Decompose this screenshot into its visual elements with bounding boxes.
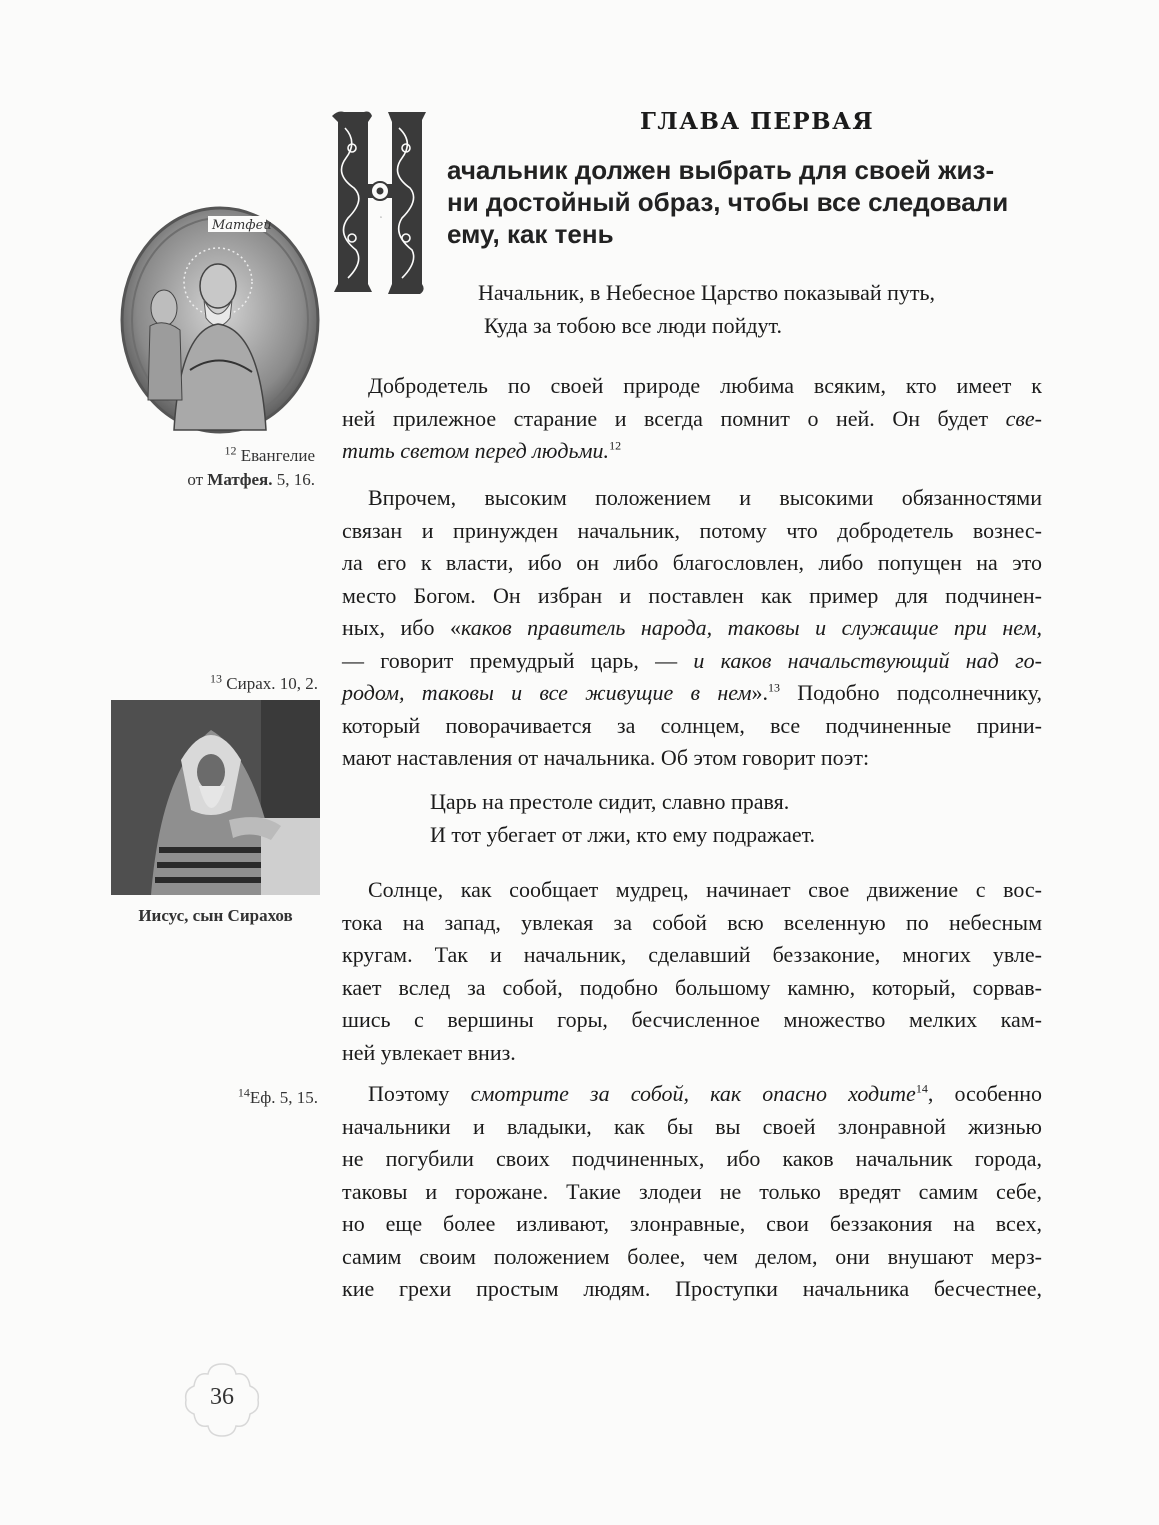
footnote-number: 14 xyxy=(237,1085,250,1100)
subtitle-line: ни достойный образ, чтобы все следовали xyxy=(447,187,1009,217)
text-line: ней прилежное старание и всегда помнит о ней. Он будет xyxy=(342,405,1006,431)
footnote-text: Еф. 5, 15. xyxy=(249,1088,318,1107)
text-line: Добродетель по своей природе любима всяким, кто имеет к xyxy=(368,373,1042,398)
text-line: тока на запад, увлекая за собой всю вселенную по небесным xyxy=(342,909,1042,935)
text-line: самим своим положением более, чем делом, они внушают мерз- xyxy=(342,1243,1042,1269)
text-line: кие грехи простым людям. Проступки начальника бесчестнее, xyxy=(342,1276,1042,1301)
italic-quote: смотрите за собой, как опасно ходите xyxy=(470,1081,916,1106)
footnote-text: 5, 16. xyxy=(272,470,315,489)
italic-quote: родом, таковы и все живущие в нем xyxy=(342,680,752,705)
saint-matthew-medallion xyxy=(120,200,320,438)
paragraph-4 xyxy=(342,1078,1042,1306)
footnote-text: Сирах. 10, 2. xyxy=(226,674,318,693)
text-line: кает вслед за собой, подобно большому камню, который, сорвав- xyxy=(342,974,1042,1000)
paragraph-1 xyxy=(342,370,1042,468)
dropcap-letter: Н xyxy=(380,217,382,219)
paragraph-2 xyxy=(342,482,1042,775)
text-line: ней увлекает вниз. xyxy=(342,1039,516,1065)
page-number: 36 xyxy=(210,1384,234,1410)
italic-quote: каков правитель народа, таковы и служащие при нем, xyxy=(460,615,1042,640)
text-line: ». xyxy=(751,680,768,705)
footnote-number: 13 xyxy=(210,671,223,686)
text-line: Подобно подсолнечнику, xyxy=(780,680,1042,705)
text-line: начальники и владыки, как бы вы своей злонравной жизнью xyxy=(342,1113,1042,1139)
footnote-ref: 13 xyxy=(768,680,780,695)
italic-quote: и каков начальствующий над го- xyxy=(693,647,1042,673)
text-line: мают наставления от начальника. Об этом говорит поэт: xyxy=(342,745,870,770)
footnote-12 xyxy=(150,444,315,492)
text-line: связан и принужден начальник, потому что добродетель вознес- xyxy=(342,517,1042,543)
poet-verse xyxy=(430,785,815,851)
text-line: место Богом. Он избран и поставлен как пример для подчинен- xyxy=(342,582,1042,608)
italic-text: све- xyxy=(1005,405,1042,431)
verse-line: И тот убегает от лжи, кто ему подражает. xyxy=(430,822,816,847)
text-line: кругам. Так и начальник, сделавший беззаконие, многих увле- xyxy=(342,942,1042,967)
text-line: , особенно xyxy=(927,1081,1042,1106)
epigraph-verse xyxy=(478,276,935,342)
text-line: ла его к власти, ибо он либо благословлен, либо попущен на это xyxy=(342,550,1042,575)
sirach-portrait-photo xyxy=(111,700,320,895)
text-line: но еще более изливают, злонравные, свои беззакония на всех, xyxy=(342,1211,1042,1236)
subtitle-line: ему, как тень xyxy=(447,219,614,249)
footnote-text: от xyxy=(187,470,208,489)
footnote-13 xyxy=(150,672,318,696)
text-line: Поэтому xyxy=(368,1081,471,1106)
text-line: Впрочем, высоким положением и высокими обязанностями xyxy=(368,485,1042,510)
photo-caption: Иисус, сын Сирахов xyxy=(138,906,293,925)
text-line: — говорит премудрый царь, — xyxy=(342,647,694,673)
subtitle-line: ачальник должен выбрать для своей жиз- xyxy=(447,155,995,185)
dropcap-ornament xyxy=(330,108,430,296)
footnote-number: 12 xyxy=(224,443,237,458)
text-line: шись с вершины горы, бесчисленное множество мелких кам- xyxy=(342,1007,1042,1032)
italic-quote: тить светом перед людьми. xyxy=(342,438,610,463)
page-number-frame xyxy=(182,1360,262,1440)
text-line: который поворачивается за солнцем, все подчиненные прини- xyxy=(342,712,1042,738)
medallion-inscription: Матфеи xyxy=(212,218,272,233)
paragraph-3 xyxy=(342,874,1042,1069)
chapter-heading: ГЛАВА ПЕРВАЯ xyxy=(640,108,875,135)
verse-line: Царь на престоле сидит, славно правя. xyxy=(430,789,790,814)
footnote-text: Евангелие xyxy=(240,446,315,465)
text-line: не погубили своих подчиненных, ибо каков начальник города, xyxy=(342,1146,1042,1171)
verse-line: Куда за тобою все люди пойдут. xyxy=(484,313,783,338)
chapter-subtitle xyxy=(447,154,1047,250)
footnote-book: Матфея. xyxy=(207,470,273,489)
footnote-14 xyxy=(150,1086,318,1110)
text-line: ных, ибо « xyxy=(342,615,461,640)
footnote-ref: 14 xyxy=(915,1081,928,1096)
footnote-ref: 12 xyxy=(609,438,622,453)
text-line: таковы и горожане. Такие злодеи не только вредят самим себе, xyxy=(342,1178,1042,1204)
text-line: Солнце, как сообщает мудрец, начинает свое движение с вос- xyxy=(368,877,1042,902)
verse-line: Начальник, в Небесное Царство показывай путь, xyxy=(478,280,936,305)
